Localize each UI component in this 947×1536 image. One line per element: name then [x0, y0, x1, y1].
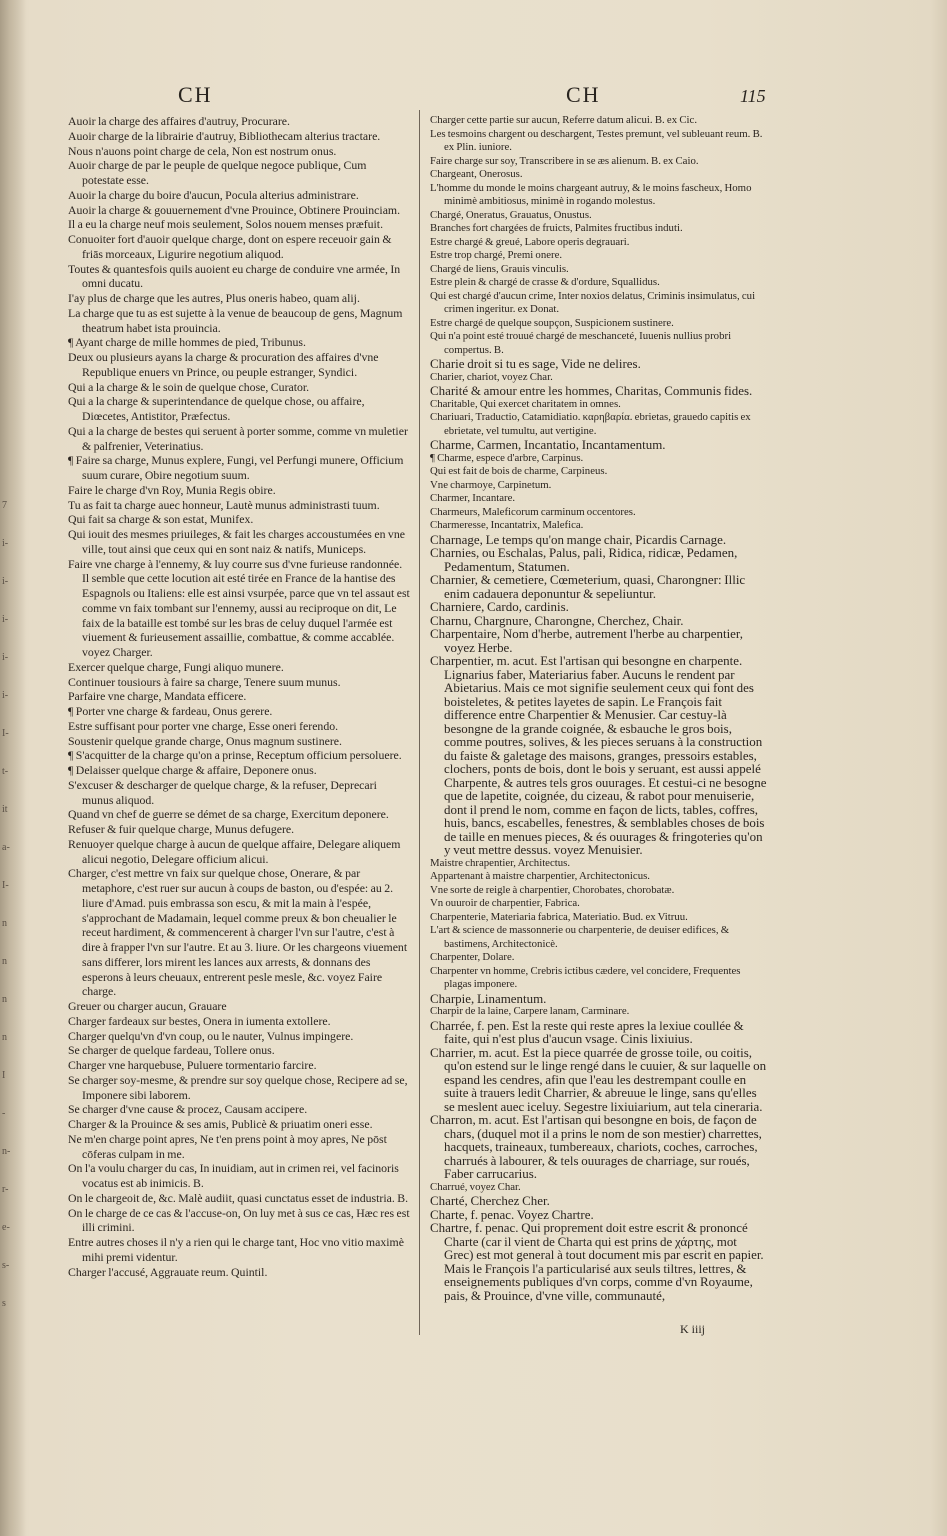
dictionary-entry: Quand vn chef de guerre se démet de sa charge, Exercitum deponere.	[68, 807, 389, 822]
dictionary-entry: Charpenter vn homme, Crebris ictibus cædere, vel concidere, Frequentes plagas imponere.	[430, 964, 741, 990]
right-column	[430, 114, 768, 1302]
dictionary-entry: Exercer quelque charge, Fungi aliquo munere.	[68, 659, 284, 674]
gutter-mark: s-	[2, 1260, 10, 1271]
dictionary-entry: Renuoyer quelque charge à aucun de quelque affaire, Delegare aliquem alicui negotio, Delegare officium alicui.	[68, 836, 401, 866]
dictionary-entry: Auoir la charge du boire d'aucun, Pocula alterius administrare.	[68, 187, 359, 202]
dictionary-entry: Se charger soy-mesme, & prendre sur soy quelque chose, Recipere ad se, Imponere sibi laborem.	[68, 1072, 408, 1102]
gutter-mark: i-	[2, 690, 9, 701]
dictionary-entry: Charger cette partie sur aucun, Referre datum alicui. B. ex Cic.	[430, 114, 698, 126]
dictionary-entry: L'art & science de massonnerie ou charpenterie, de deuiser edifices, & bastimens, Architectonicè.	[430, 924, 730, 950]
dictionary-entry: Nous n'auons point charge de cela, Non est nostrum onus.	[68, 143, 337, 158]
dictionary-entry: Maistre chrapentier, Architectus.	[430, 856, 571, 869]
dictionary-entry: Chargeant, Onerosus.	[430, 168, 523, 180]
dictionary-entry: Qui est chargé d'aucun crime, Inter noxios delatus, Criminis insimulatus, cui crimen ingeritur. ex Donat.	[430, 289, 756, 315]
dictionary-entry: Greuer ou charger aucun, Grauare	[68, 999, 227, 1013]
gutter-mark: n	[2, 956, 7, 967]
dictionary-entry: Parfaire vne charge, Mandata efficere.	[68, 689, 247, 704]
dictionary-entry: Refuser & fuir quelque charge, Munus defugere.	[68, 822, 295, 836]
headword-entry: Charnage, Le temps qu'on mange chair, Picardis Carnage.	[430, 531, 727, 547]
right-running-head: CH	[566, 82, 601, 107]
gutter-mark: I-	[2, 880, 9, 891]
gutter-mark: it	[2, 804, 8, 815]
dictionary-entry: Estre suffisant pour porter vne charge, Esse oneri ferendo.	[68, 718, 339, 733]
headword-entry: Charité & amour entre les hommes, Charitas, Communis fides.	[430, 383, 753, 398]
dictionary-entry: Conuoiter fort d'auoir quelque charge, dont on espere receuoir gain & friās morceaux, Ligurire negotium aliquod.	[68, 232, 392, 261]
dictionary-entry: Charmeresse, Incantatrix, Malefica.	[430, 519, 584, 531]
headword-entry: Charnier, & cemetiere, Cœmeterium, quasi, Charongner: Illic enim cadauera deponuntur & sepeliuntur.	[430, 572, 746, 601]
headword-entry: Charté, Cherchez Cher.	[430, 1193, 550, 1208]
column-divider	[419, 110, 420, 1335]
gutter-mark: n	[2, 994, 7, 1005]
dictionary-entry: ¶ Porter vne charge & fardeau, Onus gerere.	[68, 704, 273, 718]
dictionary-entry: Estre plein & chargé de crasse & d'ordure, Squallidus.	[430, 276, 660, 288]
dictionary-entry: L'homme du monde le moins chargeant autruy, & le moins fascheux, Homo minimè ambitiosus, minimè in rogando molestus.	[430, 181, 752, 207]
dictionary-entry: Qui n'a point esté trouué chargé de meschanceté, Iuuenis nullius probri compertus. B.	[430, 330, 732, 356]
gutter-mark: r-	[2, 1184, 9, 1195]
dictionary-entry: Faire charge sur soy, Transcribere in se æs alienum. B. ex Caio.	[430, 154, 699, 167]
gutter-mark: s	[2, 1298, 6, 1309]
headword-entry: Chartre, f. penac. Qui proprement doit estre escrit & prononcé Charte (car il vient de Charta qui est prins de χάρτης, mot Grec) est mot general à tout document mis par escrit en papier. Mais le François l'a particularisé aux seuls tiltres, lettres, & enseignements publiques d'vn corps, comme d'vn Royaume, pais, & Prouince, d'vne ville, communauté,	[430, 1220, 764, 1303]
dictionary-entry: La charge que tu as est sujette à la venue de beaucoup de gens, Magnum theatrum habet ista prouincia.	[68, 305, 403, 335]
dictionary-entry: Vne sorte de reigle à charpentier, Chorobates, chorobatæ.	[430, 883, 675, 896]
dictionary-entry: Qui a la charge & le soin de quelque chose, Curator.	[68, 379, 310, 394]
headword-entry: Charpentaire, Nom d'herbe, autrement l'herbe au charpentier, voyez Herbe.	[430, 626, 743, 655]
dictionary-entry: Estre chargé de quelque soupçon, Suspicionem sustinere.	[430, 316, 674, 329]
gutter-mark: n	[2, 1032, 7, 1043]
dictionary-entry: Estre trop chargé, Premi onere.	[430, 249, 563, 261]
gutter-mark: a-	[2, 842, 10, 853]
dictionary-entry: Charpenterie, Materiaria fabrica, Materiatio. Bud. ex Vitruu.	[430, 910, 688, 923]
dictionary-entry: Qui fait sa charge & son estat, Munifex.	[68, 512, 254, 527]
dictionary-entry: Ne m'en charge point apres, Ne t'en prens point à moy apres, Ne pōst cōferas culpam in me.	[68, 1131, 387, 1161]
gutter-mark: I	[2, 1070, 6, 1081]
gutter-mark: i-	[2, 576, 9, 587]
dictionary-entry: Charpir de la laine, Carpere lanam, Carminare.	[430, 1005, 630, 1017]
dictionary-entry: Chargé de liens, Grauis vinculis.	[430, 262, 569, 275]
dictionary-entry: I'ay plus de charge que les autres, Plus oneris habeo, quam alij.	[68, 291, 360, 305]
dictionary-entry: Faire vne charge à l'ennemy, & luy courre sus d'vne furieuse randonnée. Il semble que cette locution ait esté tirée en France de la hantise des Espagnols ou Italiens: elle est ainsi vsurpée, parce que vn tel assaut est comme vn faix tombant sur l'ennemy, aussi au reciproque on dit, Le faix de la bataille est tombé sur les bras de celuy duquel l'armée est viuement & furieusement assaillie, combattue, & comme accablée. voyez Charger.	[68, 556, 410, 659]
gutter-mark: e-	[2, 1222, 10, 1233]
dictionary-entry: Qui a la charge de bestes qui seruent à porter somme, comme vn muletier & palfrenier, Veterinatius.	[68, 423, 408, 453]
dictionary-entry: ¶ Faire sa charge, Munus explere, Fungi, vel Perfungi munere, Officium suum curare, Obire negotium suum.	[68, 453, 404, 482]
headword-entry: Charnu, Chargnure, Charongne, Cherchez, Chair.	[430, 612, 684, 628]
dictionary-entry: Se charger de quelque fardeau, Tollere onus.	[68, 1043, 275, 1058]
dictionary-entry: Branches fort chargées de fruicts, Palmites fructibus induti.	[430, 222, 683, 234]
gutter-mark: n	[2, 918, 7, 929]
dictionary-entry: Chargé, Oneratus, Grauatus, Onustus.	[430, 208, 592, 221]
dictionary-entry: Auoir la charge & gouuernement d'vne Prouince, Obtinere Prouinciam.	[68, 202, 401, 217]
dictionary-entry: Faire le charge d'vn Roy, Munia Regis obire.	[68, 482, 276, 497]
dictionary-entry: Qui iouit des mesmes priuileges, & fait les charges accoustumées en vne ville, tout ainsi que ceux qui en sont naiz & natifs, Municeps.	[68, 527, 405, 556]
gutter-mark: i-	[2, 538, 9, 549]
headword-entry: Charpie, Linamentum.	[430, 990, 547, 1006]
dictionary-entry: Charger quelqu'vn d'vn coup, ou le nauter, Vulnus impingere.	[68, 1028, 354, 1043]
dictionary-entry: Soustenir quelque grande charge, Onus magnum sustinere.	[68, 733, 342, 748]
dictionary-entry: Vne charmoye, Carpinetum.	[430, 478, 552, 491]
dictionary-entry: S'excuser & descharger de quelque charge, & la refuser, Deprecari munus aliquod.	[68, 777, 377, 807]
headword-entry: Charron, m. acut. Est l'artisan qui besongne en bois, de façon de chars, (duquel mot il a prins le nom de son mestier) charrettes, hacquets, traineaux, tumbereaux, chariots, coches, carroches, charrués à labourer, & tels ouurages de charriage, sur roués, Faber carrucarius.	[430, 1112, 762, 1181]
signature-mark: K iiij	[680, 1322, 706, 1336]
dictionary-entry: Chariuari, Traductio, Catamidiatio. καρηβαρία. ebrietas, grauedo capitis ex ebrietate, vel tumultu, aut vertigine.	[430, 411, 751, 437]
gutter-mark: t-	[2, 766, 9, 777]
headword-entry: Charme, Carmen, Incantatio, Incantamentum.	[430, 437, 666, 452]
dictionary-entry: Charger vne harquebuse, Puluere tormentario farcire.	[68, 1058, 317, 1072]
dictionary-entry: Estre chargé & greué, Labore operis degrauari.	[430, 235, 630, 248]
dictionary-entry: Continuer tousiours à faire sa charge, Tenere suum munus.	[68, 674, 341, 689]
dictionary-entry: Charger l'accusé, Aggrauate reum. Quintil.	[68, 1264, 268, 1279]
dictionary-entry: Charger, c'est mettre vn faix sur quelque chose, Onerare, & par metaphore, c'est ruer sur aucun à coups de baston, ou d'espée: au 2. liure d'Amad. puis embrassa son escu, & mit la main à l'espée, s'approchant de Madamain, lequel comme preux & bon cheualier le receut hardiment, & commencerent à charger l'vn sur l'autre, c'est à dire à frapper l'vn sur l'autre. Et au 3. liure. Or les chargeons viuement sans differer, lors mirent les lances aux arrests, & donnans des esperons à leurs cheuaux, entrerent pesle mesle, &c. voyez Faire charge.	[68, 866, 408, 999]
dictionary-entry: Qui a la charge & superintendance de quelque chose, ou affaire, Diœcetes, Antistitor, Præfectus.	[68, 394, 365, 423]
dictionary-entry: Charmer, Incantare.	[430, 492, 516, 504]
left-running-head: CH	[178, 82, 213, 107]
dictionary-entry: Charrué, voyez Char.	[430, 1180, 521, 1193]
dictionary-entry: Se charger d'vne cause & procez, Causam accipere.	[68, 1102, 308, 1117]
dictionary-entry: On l'a voulu charger du cas, In inuidiam, aut in crimen rei, vel facinoris vocatus est ab inimicis. B.	[68, 1161, 399, 1190]
gutter-mark: -	[2, 1108, 6, 1119]
gutter-mark: i-	[2, 652, 9, 663]
dictionary-entry: Il a eu la charge neuf mois seulement, Solos nouem menses præfuit.	[68, 217, 384, 232]
dictionary-entry: Charpenter, Dolare.	[430, 951, 515, 963]
binding-gutter	[0, 0, 26, 1536]
headword-entry: Charnies, ou Eschalas, Palus, pali, Ridica, ridicæ, Pedamen, Pedamentum, Statumen.	[430, 545, 738, 574]
dictionary-entry: Charitable, Qui exercet charitatem in omnes.	[430, 397, 621, 410]
gutter-mark: i-	[2, 614, 9, 625]
dictionary-entry: Vn ouuroir de charpentier, Fabrica.	[430, 897, 580, 909]
headword-entry: Charie droit si tu es sage, Vide ne delires.	[430, 356, 641, 371]
dictionary-entry: Charger fardeaux sur bestes, Onera in iumenta extollere.	[68, 1013, 331, 1028]
dictionary-entry: Auoir la charge des affaires d'autruy, Procurare.	[68, 114, 290, 128]
dictionary-entry: Charger & la Prouince & ses amis, Publicè & priuatim oneri esse.	[68, 1117, 373, 1131]
gutter-mark: 7	[2, 500, 7, 511]
left-column	[68, 114, 410, 1279]
headword-entry: Charrier, m. acut. Est la piece quarrée de grosse toile, ou coitis, qu'on estend sur le linge rengé dans le cuuier, & sur laquelle on espand les cendres, afin que l'eau les destrempant coulle en suite à trauers ledit Charrier, & abreuue le linge, sans qu'elles se meslent auec iceluy. Segestre lixiuiarium, aut tela cineraria.	[430, 1044, 767, 1114]
dictionary-entry: Auoir charge de par le peuple de quelque negoce publique, Cum potestate esse.	[68, 158, 367, 187]
dictionary-entry: ¶ S'acquitter de la charge qu'on a prinse, Receptum officium persoluere.	[68, 748, 402, 763]
dictionary-entry: Toutes & quantesfois quils auoient eu charge de conduire vne armée, In omni ducatu.	[68, 261, 401, 291]
dictionary-entry: Tu as fait ta charge auec honneur, Lautè munus administrasti tuum.	[68, 497, 380, 512]
gutter-mark: n-	[2, 1146, 11, 1157]
page-number: 115	[740, 86, 766, 106]
headword-entry: Charpentier, m. acut. Est l'artisan qui besongne en charpente. Lignarius faber, Materiarius faber. Aucuns le rendent par Abietarius. Mais ce mot signifie seulement ceux qui font des boisteletes, & petites layetes de sapin. Le François fait difference entre Charpentier & Menusier. Car cestuy-là besongne de la grande coignée, & esbauche le gros bois, comme poutres, solives, & les pieces seruans à la construction du faiste & galetage des maisons, granges, pressoirs estables, clochers, ponts de bois, dont le bois y seruant, est aussi appelé Charpente, & autres tels gros ouurages. Et cestui-ci ne besogne que de lapetite, coignée, du cizeau, & rabot pour menuiserie, dont il prend le nom, comme en façon de licts, tables, coffres, huis, bancs, escabelles, fenestres, & semblables choses de bois de taille en menues pieces, & és ouurages & fringoteries qu'on y veut mettre dessus. voyez Menuisier.	[430, 653, 767, 857]
gutter-mark: I-	[2, 728, 9, 739]
dictionary-entry: Charmeurs, Maleficorum carminum occentores.	[430, 505, 636, 518]
dictionary-entry: Deux ou plusieurs ayans la charge & procuration des affaires d'vne Republique enuers vn Prince, ou peuple estranger, Syndici.	[68, 350, 379, 379]
dictionary-entry: Entre autres choses il n'y a rien qui le charge tant, Hoc vno vitio maximè mihi premi videntur.	[68, 1235, 404, 1264]
dictionary-entry: Auoir charge de la librairie d'autruy, Bibliothecam alterius tractare.	[68, 128, 381, 143]
dictionary-entry: Qui est fait de bois de charme, Carpineus.	[430, 465, 608, 477]
headword-entry: Charniere, Cardo, cardinis.	[430, 599, 569, 614]
dictionary-entry: ¶ Ayant charge de mille hommes de pied, Tribunus.	[68, 335, 306, 350]
dictionary-entry: On le chargeoit de, &c. Malè audiit, quasi cunctatus esset de industria. B.	[68, 1190, 409, 1205]
dictionary-entry: Charier, chariot, voyez Char.	[430, 370, 553, 383]
dictionary-entry: ¶ Charme, espece d'arbre, Carpinus.	[430, 451, 584, 464]
headword-entry: Charrée, f. pen. Est la reste qui reste apres la lexiue coullée & faite, qui n'est plus d'aucun vsage. Cinis lixiuius.	[430, 1017, 744, 1046]
dictionary-entry: Les tesmoins chargent ou deschargent, Testes premunt, vel subleuant reum. B. ex Plin. iuniore.	[430, 127, 763, 153]
dictionary-entry: Appartenant à maistre charpentier, Architectonicus.	[430, 870, 651, 882]
dictionary-entry: On le charge de ce cas & l'accuse-on, On luy met à sus ce cas, Hæc res est illi crimini.	[68, 1205, 410, 1235]
headword-entry: Charte, f. penac. Voyez Chartre.	[430, 1206, 594, 1222]
dictionary-entry: ¶ Delaisser quelque charge & affaire, Deponere onus.	[68, 763, 317, 777]
